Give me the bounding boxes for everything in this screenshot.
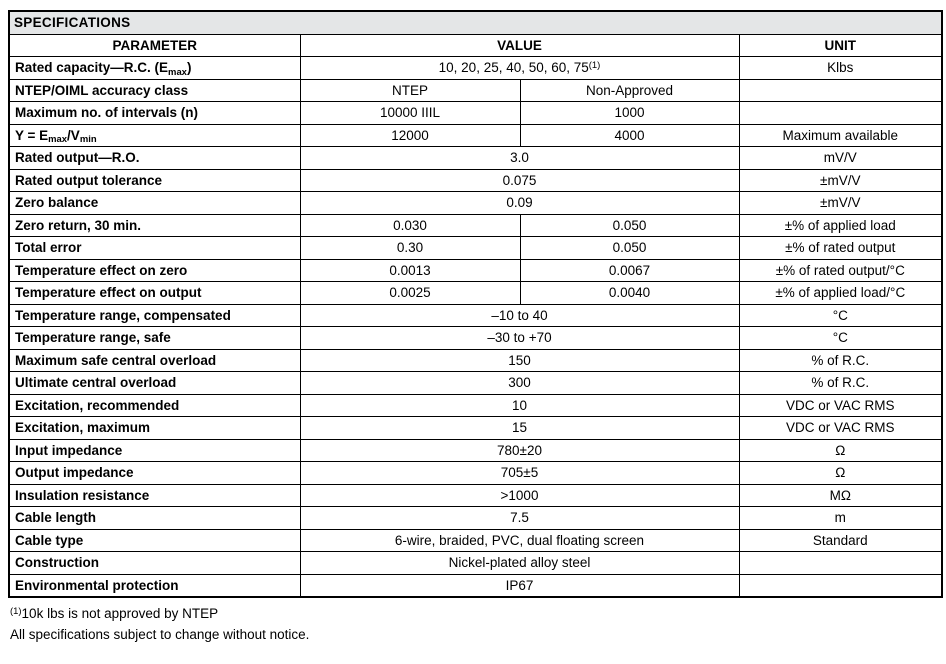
parameter-cell: $Y = E_{max}/V_{min}$ xyxy=(9,124,300,147)
value-cell: 0.030 xyxy=(300,214,520,237)
parameter-cell: Maximum safe central overload xyxy=(9,349,300,372)
value-cell: 300 xyxy=(300,372,739,395)
value-cell: 7.5 xyxy=(300,507,739,530)
parameter-cell: Total error xyxy=(9,237,300,260)
table-row xyxy=(9,147,942,170)
title-row xyxy=(9,11,942,34)
unit-cell: ±% of applied load/°C xyxy=(739,282,942,305)
table-title: SPECIFICATIONS xyxy=(9,11,942,34)
unit-cell: % of R.C. xyxy=(739,349,942,372)
table-row xyxy=(9,439,942,462)
value-cell: 1000 xyxy=(520,102,739,125)
unit-cell: m xyxy=(739,507,942,530)
table-row xyxy=(9,327,942,350)
value-cell: 780±20 xyxy=(300,439,739,462)
unit-cell xyxy=(739,79,942,102)
unit-cell: ±mV/V xyxy=(739,192,942,215)
column-header-parameter: PARAMETER xyxy=(9,34,300,57)
unit-cell: °C xyxy=(739,304,942,327)
parameter-cell: Ultimate central overload xyxy=(9,372,300,395)
table-row xyxy=(9,79,942,102)
value-cell: NTEP xyxy=(300,79,520,102)
value-cell: 0.09 xyxy=(300,192,739,215)
value-cell: 10000 IIIL xyxy=(300,102,520,125)
value-cell: 0.050 xyxy=(520,237,739,260)
parameter-cell: Excitation, recommended xyxy=(9,394,300,417)
specifications-table xyxy=(8,10,943,598)
unit-cell: Maximum available xyxy=(739,124,942,147)
table-row xyxy=(9,214,942,237)
table-row xyxy=(9,237,942,260)
parameter-cell: Input impedance xyxy=(9,439,300,462)
unit-cell: VDC or VAC RMS xyxy=(739,417,942,440)
parameter-cell: Temperature range, safe xyxy=(9,327,300,350)
parameter-cell: Cable type xyxy=(9,529,300,552)
value-cell: Nickel-plated alloy steel xyxy=(300,552,739,575)
table-row xyxy=(9,282,942,305)
parameter-cell: Cable length xyxy=(9,507,300,530)
table-row xyxy=(9,529,942,552)
value-cell: 0.0067 xyxy=(520,259,739,282)
unit-cell: °C xyxy=(739,327,942,350)
table-row xyxy=(9,169,942,192)
value-cell: 0.050 xyxy=(520,214,739,237)
value-cell: 10 xyxy=(300,394,739,417)
header-row xyxy=(9,34,942,57)
parameter-cell: Construction xyxy=(9,552,300,575)
unit-cell: ±mV/V xyxy=(739,169,942,192)
table-row xyxy=(9,417,942,440)
table-row xyxy=(9,507,942,530)
value-cell: Non-Approved xyxy=(520,79,739,102)
unit-cell: mV/V xyxy=(739,147,942,170)
value-cell: 12000 xyxy=(300,124,520,147)
footnote-change-notice: All specifications subject to change without notice. xyxy=(10,627,310,642)
value-cell: 6-wire, braided, PVC, dual floating screen xyxy=(300,529,739,552)
unit-cell: ±% of rated output xyxy=(739,237,942,260)
value-cell: 150 xyxy=(300,349,739,372)
table-row xyxy=(9,102,942,125)
parameter-cell: NTEP/OIML accuracy class xyxy=(9,79,300,102)
value-cell: –10 to 40 xyxy=(300,304,739,327)
footnote-ntep-approval: $^{(1)}$10k lbs is not approved by NTEP xyxy=(10,605,219,621)
value-cell: –30 to +70 xyxy=(300,327,739,350)
table-row xyxy=(9,372,942,395)
value-cell: 0.0025 xyxy=(300,282,520,305)
table-row xyxy=(9,349,942,372)
parameter-cell: Rated capacity—R.C. $(E_{max})$ xyxy=(9,57,300,80)
unit-cell: MΩ xyxy=(739,484,942,507)
parameter-cell: Output impedance xyxy=(9,462,300,485)
parameter-cell: Temperature effect on zero xyxy=(9,259,300,282)
parameter-cell: Insulation resistance xyxy=(9,484,300,507)
table-row xyxy=(9,57,942,80)
parameter-cell: Excitation, maximum xyxy=(9,417,300,440)
value-cell: 10, 20, 25, 40, 50, 60, 75$^{(1)}$ xyxy=(300,57,739,80)
table-row xyxy=(9,192,942,215)
parameter-cell: Maximum no. of intervals (n) xyxy=(9,102,300,125)
unit-cell: ±% of rated output/°C xyxy=(739,259,942,282)
parameter-cell: Rated output tolerance xyxy=(9,169,300,192)
unit-cell: Ω xyxy=(739,439,942,462)
parameter-cell: Temperature effect on output xyxy=(9,282,300,305)
column-header-unit: UNIT xyxy=(739,34,942,57)
parameter-cell: Zero balance xyxy=(9,192,300,215)
unit-cell: % of R.C. xyxy=(739,372,942,395)
unit-cell: ±% of applied load xyxy=(739,214,942,237)
unit-cell xyxy=(739,574,942,597)
parameter-cell: Rated output—R.O. xyxy=(9,147,300,170)
value-cell: 0.0013 xyxy=(300,259,520,282)
table-row xyxy=(9,574,942,597)
column-header-value: VALUE xyxy=(300,34,739,57)
value-cell: 15 xyxy=(300,417,739,440)
unit-cell: Klbs xyxy=(739,57,942,80)
table-row xyxy=(9,304,942,327)
table-row xyxy=(9,124,942,147)
parameter-cell: Zero return, 30 min. xyxy=(9,214,300,237)
unit-cell xyxy=(739,102,942,125)
table-row xyxy=(9,394,942,417)
parameter-cell: Environmental protection xyxy=(9,574,300,597)
value-cell: 705±5 xyxy=(300,462,739,485)
value-cell: >1000 xyxy=(300,484,739,507)
value-cell: 4000 xyxy=(520,124,739,147)
unit-cell: Ω xyxy=(739,462,942,485)
table-row xyxy=(9,484,942,507)
table-row xyxy=(9,552,942,575)
unit-cell: VDC or VAC RMS xyxy=(739,394,942,417)
parameter-cell: Temperature range, compensated xyxy=(9,304,300,327)
value-cell: 0.075 xyxy=(300,169,739,192)
footnotes xyxy=(8,603,946,645)
unit-cell: Standard xyxy=(739,529,942,552)
value-cell: 3.0 xyxy=(300,147,739,170)
value-cell: 0.0040 xyxy=(520,282,739,305)
table-row xyxy=(9,462,942,485)
value-cell: IP67 xyxy=(300,574,739,597)
value-cell: 0.30 xyxy=(300,237,520,260)
table-row xyxy=(9,259,942,282)
unit-cell xyxy=(739,552,942,575)
